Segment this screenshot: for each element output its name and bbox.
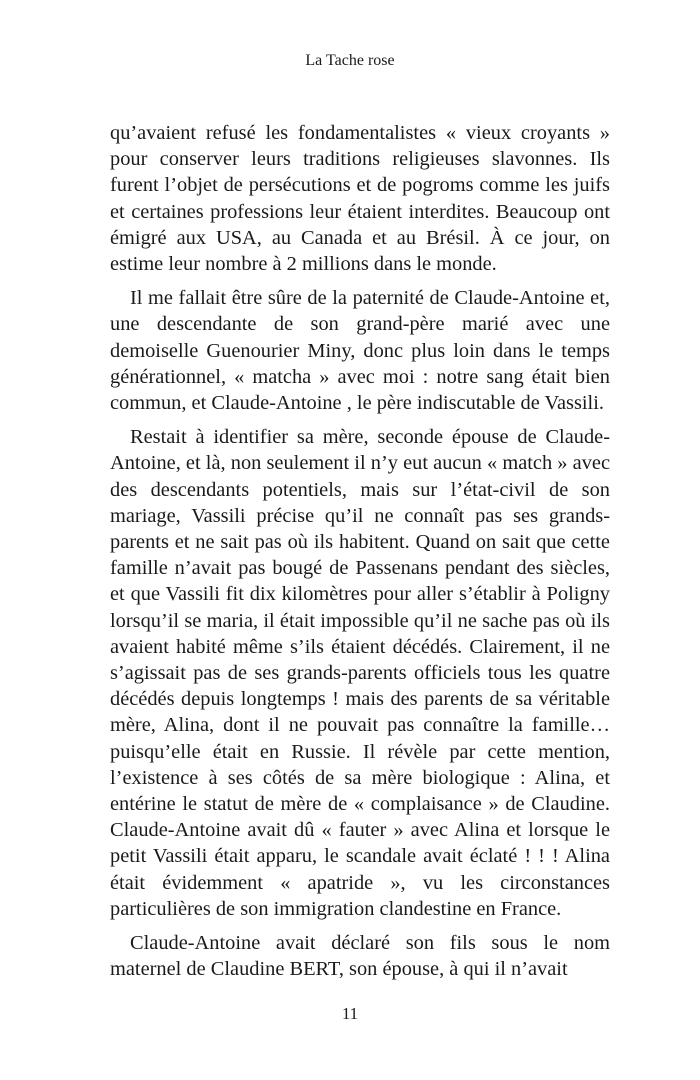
page-number: 11: [341, 1004, 359, 1023]
paragraph: Restait à identifier sa mère, seconde épouse de Claude-Antoine, et là, non seulement il n’y eut aucun « match » avec des descendants potentiels, mais sur l’état-civil de son mariage, Vassili précise qu’il ne connaît pas ses grands-parents et ne sait pas où ils habitent. Quand on sait que cette famille n’avait pas bougé de Passenans pendant des siècles, et que Vassili fit dix kilomètres pour aller s’établir à Poligny lorsqu’il se maria, il était impossible qu’il ne sache pas où ils avaient habité même s’ils étaient décédés. Clairement, il ne s’agissait pas de ses grands-parents officiels tous les quatre décédés depuis longtemps ! mais des parents de sa véritable mère, Alina, dont il ne pouvait pas connaître la famille… puisqu’elle était en Russie. Il révèle par cette mention, l’existence à ses côtés de sa mère biologique : Alina, et entérine le statut de mère de « complaisance » de Claudine. Claude-Antoine avait dû « fauter » avec Alina et lorsque le petit Vassili était apparu, le scandale avait éclaté ! ! ! Alina était évidemment « apatride », vu les circonstances particulières de son immigration clandestine en France.: [110, 426, 610, 920]
body-text: [110, 120, 610, 991]
paragraph: qu’avaient refusé les fondamentalistes « vieux croyants » pour conserver leurs traditions religieuses slavonnes. Ils furent l’objet de persécutions et de pogroms comme les juifs et certaines professions leur étaient interdites. Beaucoup ont émigré aux USA, au Canada et au Brésil. À ce jour, on estime leur nombre à 2 millions dans le monde.: [110, 122, 610, 276]
paragraph: Il me fallait être sûre de la paternité de Claude-Antoine et, une descendante de son grand-père marié avec une demoiselle Guenourier Miny, donc plus loin dans le temps générationnel, « matcha » avec moi : notre sang était bien commun, et Claude-Antoine , le père indiscutable de Vassili.: [110, 287, 610, 415]
paragraph: Claude-Antoine avait déclaré son fils sous le nom maternel de Claudine BERT, son épouse, à qui il n’avait: [110, 932, 610, 981]
running-header: La Tache rose: [305, 52, 395, 69]
